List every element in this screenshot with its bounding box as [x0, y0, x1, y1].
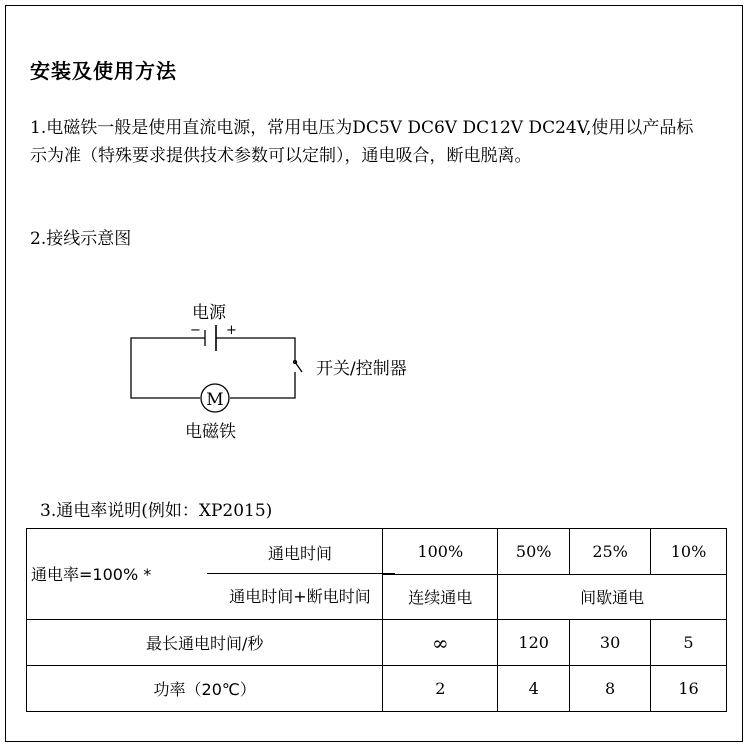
table-cell: ∞ — [383, 620, 498, 666]
table-cell: 5 — [651, 620, 727, 666]
header-50: 50% — [498, 529, 570, 575]
formula-numerator: 通电时间 — [267, 544, 332, 563]
table-row — [27, 620, 727, 666]
intermittent-label: 间歇通电 — [498, 574, 727, 620]
table-cell: 2 — [383, 666, 498, 712]
duty-cycle-table — [26, 528, 727, 712]
header-10: 10% — [651, 529, 727, 575]
switch-icon — [294, 361, 303, 373]
right-lower-wire — [230, 372, 295, 398]
fraction-bar — [207, 573, 395, 574]
continuous-label: 连续通电 — [383, 574, 498, 620]
section-1-text: 1.电磁铁一般是使用直流电源，常用电压为DC5V DC6V DC12V DC24V,使用以产品标示为准（特殊要求提供技术参数可以定制），通电吸合，断电脱离。 — [30, 118, 694, 166]
minus-sign: − — [190, 323, 201, 338]
formula-cell — [27, 529, 383, 620]
left-wire — [131, 338, 205, 398]
table-row — [27, 666, 727, 712]
switch-label: 开关/控制器 — [316, 359, 407, 379]
power-label: 电源 — [192, 303, 226, 323]
section-2-heading: 2.接线示意图 — [30, 229, 132, 249]
table-cell: 8 — [570, 666, 651, 712]
formula-denominator: 通电时间+断电时间 — [229, 587, 371, 606]
magnet-label: 电磁铁 — [185, 422, 236, 442]
header-25: 25% — [570, 529, 651, 575]
header-100: 100% — [383, 529, 498, 575]
table-cell: 120 — [498, 620, 570, 666]
table-cell: 16 — [651, 666, 727, 712]
page-title: 安装及使用方法 — [30, 59, 177, 83]
row-label-max-time: 最长通电时间/秒 — [27, 620, 383, 666]
row-label-power: 功率（20℃） — [27, 666, 383, 712]
table-cell: 4 — [498, 666, 570, 712]
section-3-heading: 3.通电率说明(例如：XP2015) — [40, 501, 273, 521]
right-upper-wire — [216, 338, 295, 362]
table-cell: 30 — [570, 620, 651, 666]
plus-sign: + — [226, 323, 237, 338]
motor-symbol: M — [206, 390, 224, 410]
formula-lhs: 通电率=100% * — [31, 565, 152, 584]
battery-icon — [205, 325, 216, 351]
